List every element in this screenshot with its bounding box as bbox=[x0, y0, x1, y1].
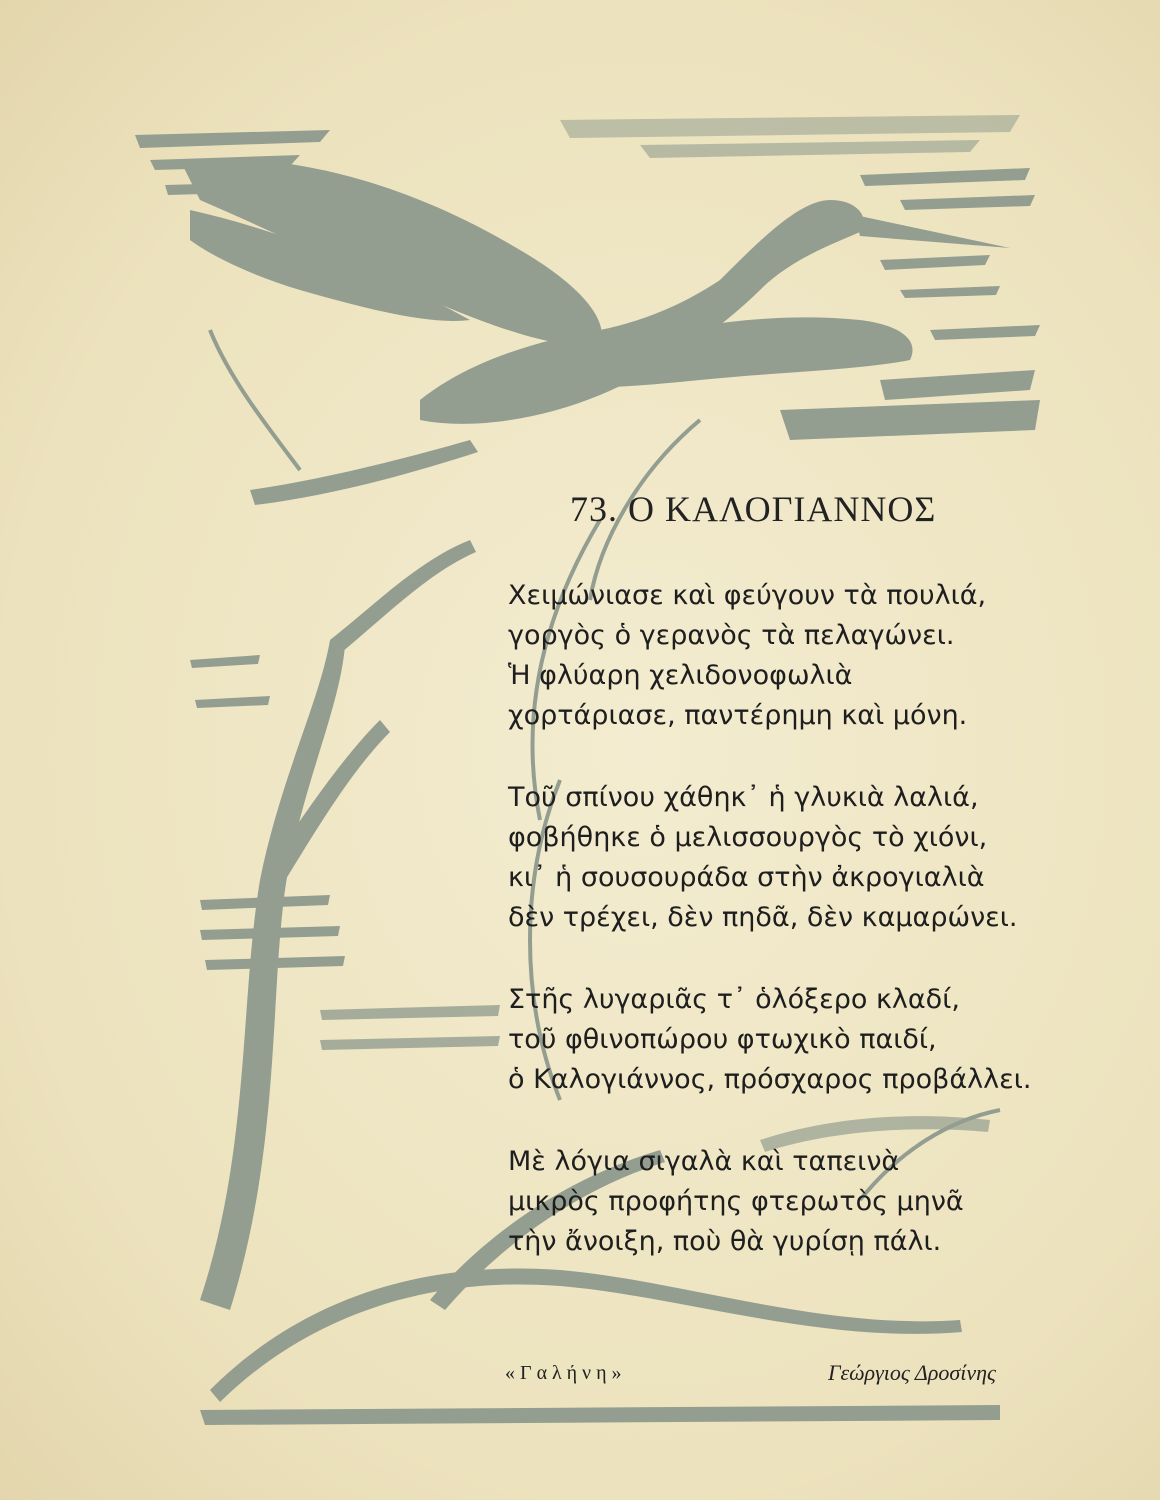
poem-line: Τοῦ σπίνου χάθηκ᾽ ἡ γλυκιὰ λαλιά, bbox=[508, 782, 979, 813]
poem-line: ὁ Καλογιάννος, πρόσχαρος προβάλλει. bbox=[508, 1064, 1032, 1095]
stanza-1 bbox=[508, 576, 1108, 736]
author-name: Γεώργιος Δροσίνης bbox=[828, 1360, 996, 1385]
poem-line: γοργὸς ὁ γερανὸς τὰ πελαγώνει. bbox=[508, 620, 955, 651]
poem-line: φοβήθηκε ὁ μελισσουργὸς τὸ χιόνι, bbox=[508, 822, 988, 853]
poem-line: Στῆς λυγαριᾶς τ᾽ ὁλόξερο κλαδί, bbox=[508, 984, 960, 1015]
poem-line: Μὲ λόγια σιγαλὰ καὶ ταπεινὰ bbox=[508, 1146, 900, 1177]
stanza-4 bbox=[508, 1142, 1108, 1262]
source-citation: «Γαλήνη» bbox=[505, 1362, 627, 1384]
stanza-2 bbox=[508, 778, 1108, 938]
poem-body bbox=[508, 576, 1108, 1304]
poem-line: χορτάριασε, παντέρημη καὶ μόνη. bbox=[508, 700, 968, 731]
poem-line: δὲν τρέχει, δὲν πηδᾶ, δὲν καμαρώνει. bbox=[508, 902, 1018, 933]
poem-line: Ἡ φλύαρη χελιδονοφωλιὰ bbox=[508, 660, 853, 691]
poem-title: 73. Ο ΚΑΛΟΓΙΑΝΝΟΣ bbox=[570, 489, 937, 529]
poem-line: κι᾽ ἡ σουσουράδα στὴν ἀκρογιαλιὰ bbox=[508, 862, 985, 893]
poem-line: τὴν ἄνοιξη, ποὺ θὰ γυρίσῃ πάλι. bbox=[508, 1226, 942, 1257]
poem-line: τοῦ φθινοπώρου φτωχικὸ παιδί, bbox=[508, 1024, 937, 1055]
stanza-3 bbox=[508, 980, 1108, 1100]
poem-line: Χειμώνιασε καὶ φεύγουν τὰ πουλιά, bbox=[508, 580, 987, 611]
poem-line: μικρὸς προφήτης φτερωτὸς μηνᾶ bbox=[508, 1186, 964, 1217]
